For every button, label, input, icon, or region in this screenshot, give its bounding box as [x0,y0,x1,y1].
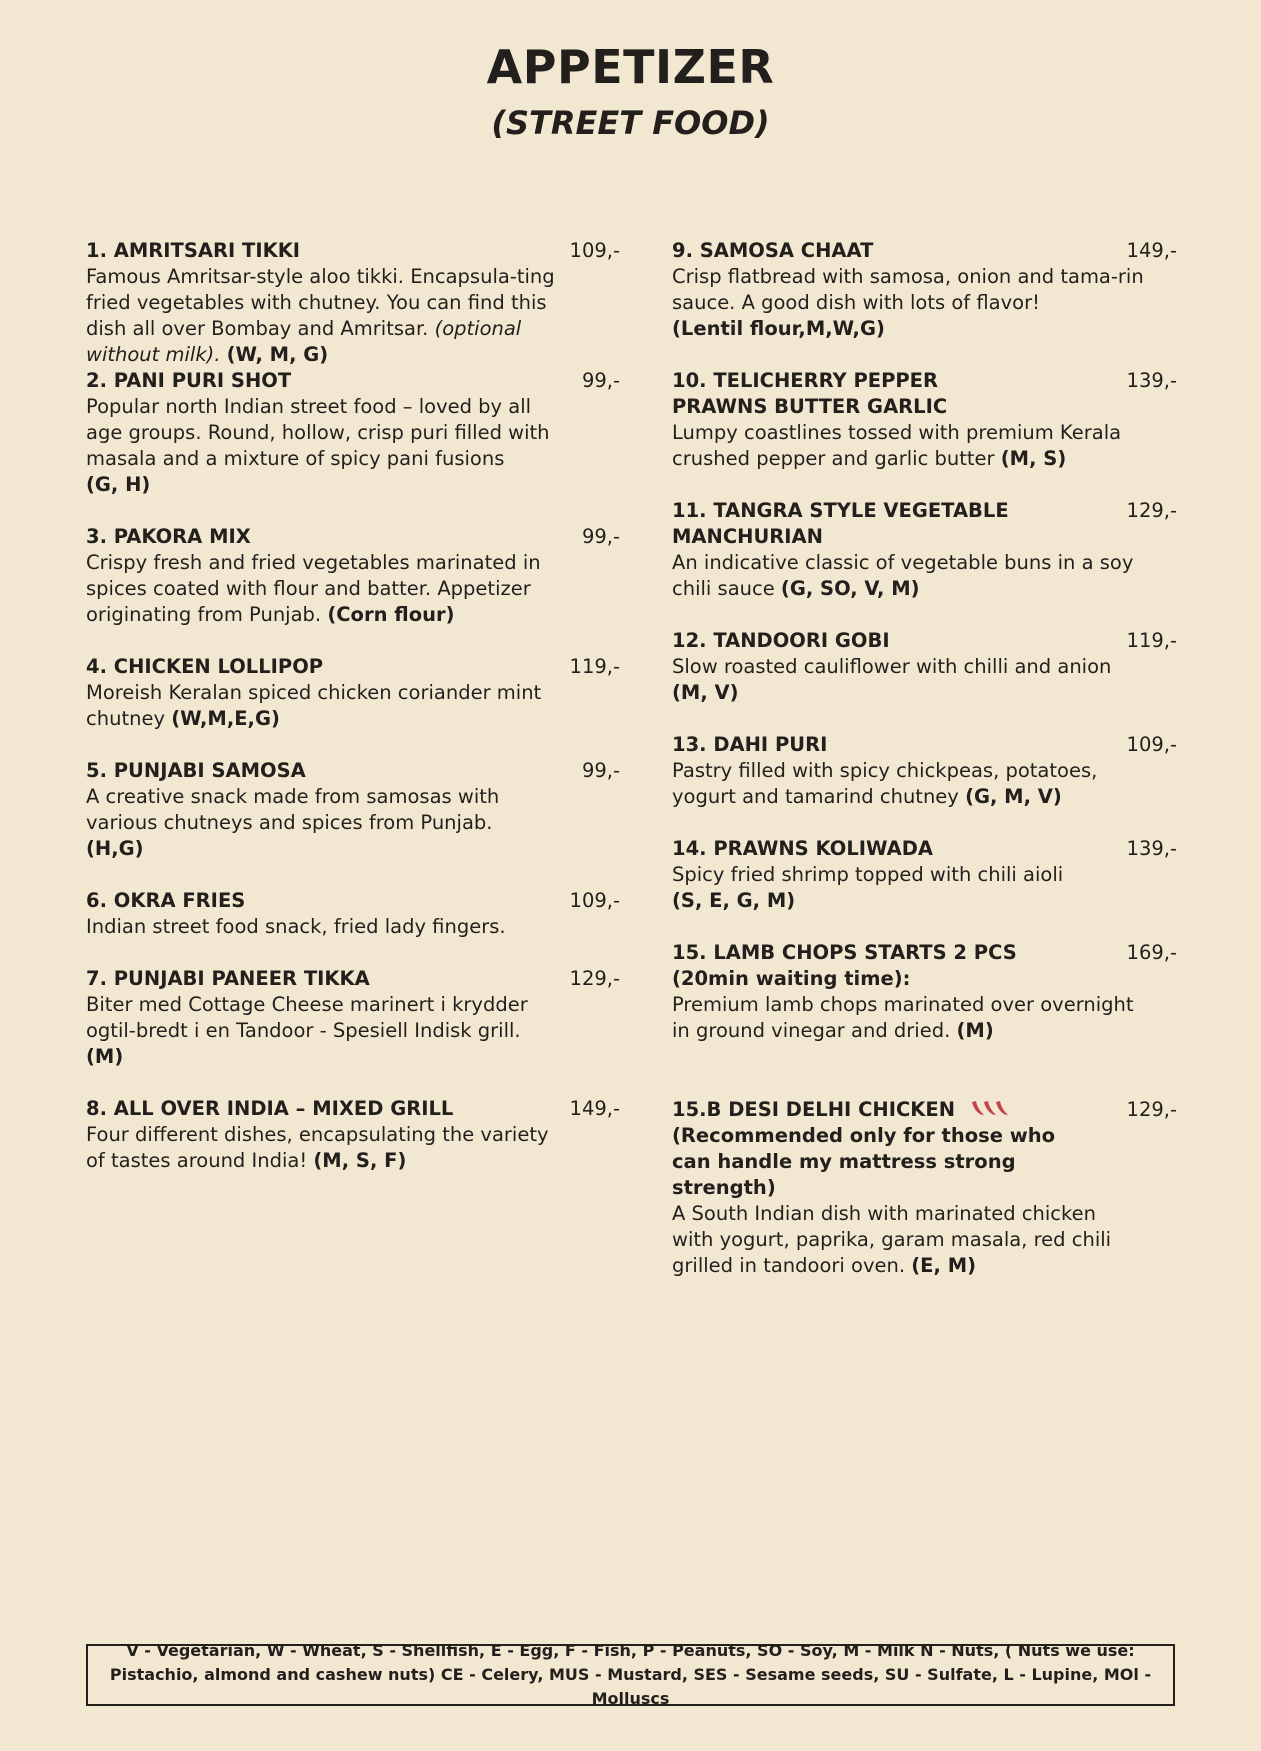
item-allergens: (Lentil flour,M,W,G) [672,317,885,340]
menu-item [86,1096,620,1200]
menu-item [86,758,620,888]
menu-item [86,654,620,758]
item-name: 6. OKRA FRIES [86,889,246,912]
item-note: (20min waiting time): [672,967,911,990]
item-price: 109,- [1126,733,1177,756]
item-name: 11. TANGRA STYLE VEGETABLE MANCHURIAN [672,499,1009,548]
item-description: A creative snack made from samosas with various chutneys and spices from Punjab. [86,785,500,834]
item-name: 10. TELICHERRY PEPPER PRAWNS BUTTER GARLIC [672,369,948,418]
item-price: 149,- [1126,239,1177,262]
menu-item [672,732,1177,836]
item-description: Slow roasted cauliflower with chilli and anion [672,655,1112,678]
menu-item [672,498,1177,628]
item-name: 12. TANDOORI GOBI [672,629,890,652]
item-price: 99,- [581,759,620,782]
allergen-legend [86,1641,1175,1708]
item-allergens: (M, S, F) [313,1149,407,1172]
item-price: 109,- [569,239,620,262]
item-allergens: (M) [86,1045,124,1068]
page-subtitle: (STREET FOOD) [491,104,770,142]
item-name: 15. LAMB CHOPS STARTS 2 PCS [672,941,1017,964]
item-allergens: (M, V) [672,681,739,704]
item-allergens: (M, S) [1000,447,1067,470]
item-description: An indicative classic of vegetable buns in a soy chili sauce [672,551,1134,600]
item-allergens: (G, H) [86,473,151,496]
menu-item [672,940,1177,1097]
item-price: 99,- [581,369,620,392]
item-name: 14. PRAWNS KOLIWADA [672,837,934,860]
item-name-wrap [672,1097,1012,1123]
item-allergens: (W,M,E,G) [171,707,280,730]
item-name: 7. PUNJABI PANEER TIKKA [86,967,370,990]
item-price: 169,- [1126,941,1177,964]
item-allergens: (M) [956,1019,994,1042]
item-name: 8. ALL OVER INDIA – MIXED GRILL [86,1097,454,1120]
item-description: Popular north Indian street food – loved by all age groups. Round, hollow, crisp puri filled with masala and a mixture of spicy pani fusions [86,395,550,470]
menu-item [672,836,1177,940]
menu-item [672,368,1177,498]
item-description: Moreish Keralan spiced chicken coriander mint chutney [86,681,542,730]
item-description: Lumpy coastlines tossed with premium Kerala crushed pepper and garlic butter [672,421,1122,470]
menu-item [86,888,620,966]
item-description: Indian street food snack, fried lady fingers. [86,915,506,938]
item-allergens: (H,G) [86,837,144,860]
item-price: 99,- [581,525,620,548]
item-allergens: (G, SO, V, M) [780,577,920,600]
item-price: 129,- [569,967,620,990]
menu-item [672,1097,1177,1279]
item-name: 2. PANI PURI SHOT [86,369,292,392]
item-optional-note: (optional without milk). [86,317,522,366]
item-description: Crispy fresh and fried vegetables marinated in spices coated with flour and batter. Appetizer originating from Punjab. [86,551,541,626]
menu-item [672,238,1177,368]
item-name: 4. CHICKEN LOLLIPOP [86,655,324,678]
item-name: 13. DAHI PURI [672,733,828,756]
item-description: Crisp flatbread with samosa, onion and tama-rin sauce. A good dish with lots of flavor! [672,265,1144,314]
item-allergens: (G, M, V) [965,785,1062,808]
allergen-legend-text: V - Vegetarian, W - Wheat, S - Shellfish, E - Egg, F - Fish, P - Peanuts, SO - Soy, M - Milk N - Nuts, ( Nuts we use: Pistachio, almond and cashew nuts) CE - Celery, MUS - Mustard, SES - Sesame seeds, SU - Sulfate, L - Lupine, MOl - Molluscs [109,1641,1152,1708]
item-allergens: (Corn flour) [327,603,455,626]
item-allergens: (S, E, G, M) [672,889,796,912]
item-price: 139,- [1126,369,1177,392]
item-name: 3. PAKORA MIX [86,525,251,548]
menu-column-right [672,238,1177,1279]
item-description: Famous Amritsar-style aloo tikki. Encapsula-ting fried vegetables with chutney. You can find this dish all over Bombay and Amritsar. [86,265,555,340]
item-name: 9. SAMOSA CHAAT [672,239,874,262]
item-price: 119,- [1126,629,1177,652]
item-name: 5. PUNJABI SAMOSA [86,759,306,782]
page-title: APPETIZER [486,40,775,94]
menu-item [86,368,620,524]
item-note: (Recommended only for those who can handle my mattress strong strength) [672,1124,1056,1199]
item-description: Pastry filled with spicy chickpeas, potatoes, yogurt and tamarind chutney [672,759,1098,808]
item-allergens: (E, M) [911,1254,977,1277]
item-price: 129,- [1126,1098,1177,1121]
chili-icon [970,1098,1012,1118]
menu-item [86,966,620,1096]
menu-item [672,628,1177,732]
menu-item [86,238,620,368]
item-name: 15.B DESI DELHI CHICKEN [672,1098,956,1121]
menu-item [86,524,620,654]
menu-column-left [86,238,620,1200]
item-price: 149,- [569,1097,620,1120]
item-price: 129,- [1126,499,1177,522]
item-allergens: (W, M, G) [226,343,329,366]
item-price: 139,- [1126,837,1177,860]
item-description: A South Indian dish with marinated chicken with yogurt, paprika, garam masala, red chili grilled in tandoori oven. [672,1202,1112,1277]
item-description: Biter med Cottage Cheese marinert i krydder ogtil-bredt i en Tandoor - Spesiell Indisk grill. [86,993,528,1042]
item-price: 109,- [569,889,620,912]
item-description: Premium lamb chops marinated over overnight in ground vinegar and dried. [672,993,1134,1042]
item-description: Four different dishes, encapsulating the variety of tastes around India! [86,1123,549,1172]
item-name: 1. AMRITSARI TIKKI [86,239,301,262]
item-description: Spicy fried shrimp topped with chili aioli [672,863,1064,886]
item-price: 119,- [569,655,620,678]
